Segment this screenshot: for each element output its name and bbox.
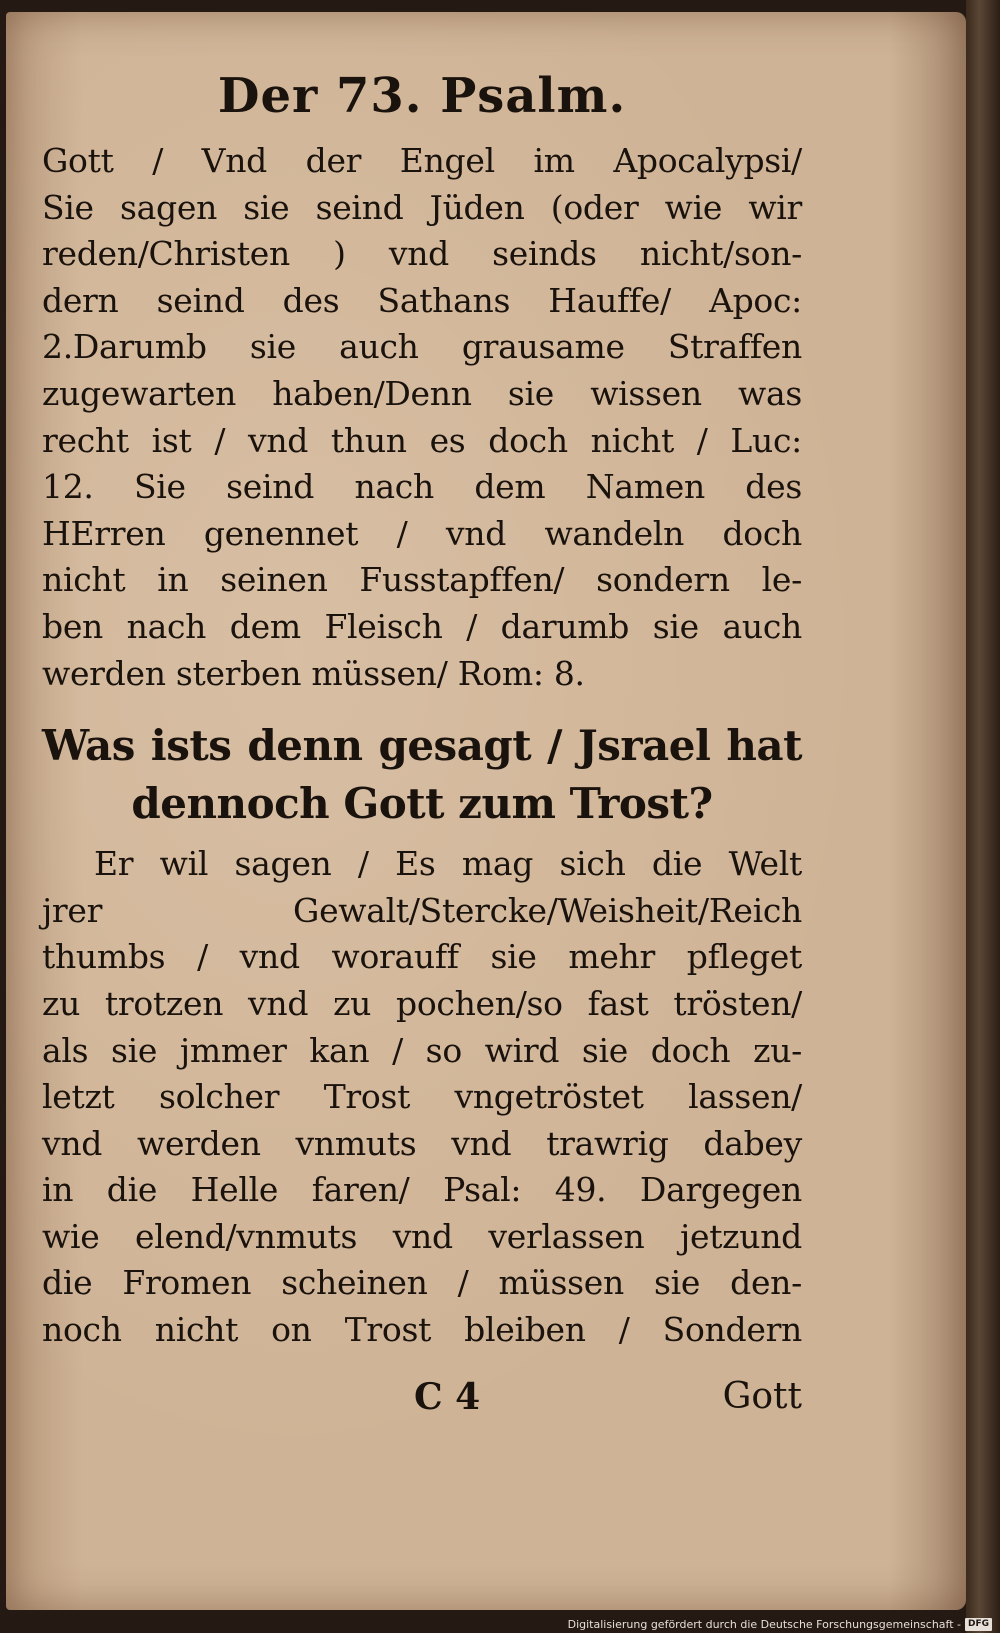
verse-heading: [42, 717, 802, 833]
body-paragraph: [42, 138, 802, 697]
text-line: zugewarten haben/Denn sie wissen was: [42, 373, 802, 413]
digitization-credit: [568, 1618, 992, 1631]
text-line: Gott / Vnd der Engel im Apocalypsi/: [42, 141, 802, 180]
catchword: Gott: [722, 1376, 802, 1417]
text-line: vnd werden vnmuts vnd trawrig dabey: [42, 1123, 802, 1163]
text-line: letzt solcher Trost vngetröstet lassen/: [42, 1077, 802, 1117]
book-edge: [966, 0, 1000, 1633]
text-line: thumbs / vnd worauff sie mehr pfleget: [42, 937, 802, 977]
text-line: 2.Darumb sie auch grausame Straffen: [42, 327, 802, 367]
text-line: dern seind des Sathans Hauffe/ Apoc:: [42, 280, 802, 320]
text-line: ben nach dem Fleisch / darumb sie auch: [42, 606, 802, 646]
signature-mark: C 4: [414, 1376, 481, 1418]
text-line: Sie sagen sie seind Jüden (oder wie wir: [42, 187, 802, 227]
page-footer: [42, 1376, 802, 1426]
text-line: werden sterben müssen/ Rom: 8.: [42, 653, 585, 693]
text-line: Er wil sagen / Es mag sich die Welt: [94, 844, 802, 884]
text-line: wie elend/vnmuts vnd verlassen jetzund: [42, 1216, 802, 1256]
text-line: reden/Christen ) vnd seinds nicht/son-: [42, 234, 802, 274]
text-line: jrer Gewalt/Stercke/Weisheit/Reich: [42, 890, 802, 930]
heading-line: dennoch Gott zum Trost?: [131, 779, 713, 829]
text-line: die Fromen scheinen / müssen sie den-: [42, 1263, 802, 1303]
text-line: zu trotzen vnd zu pochen/so fast trösten/: [42, 983, 802, 1023]
commentary-paragraph: [42, 841, 802, 1354]
dfg-logo-icon: DFG: [965, 1618, 992, 1631]
text-line: nicht in seinen Fusstapffen/ sondern le-: [42, 560, 802, 600]
page-title: Der 73. Psalm.: [217, 68, 627, 124]
heading-line: Was ists denn gesagt / Jsrael hat: [42, 721, 802, 771]
text-line: HErren genennet / vnd wandeln doch: [42, 513, 802, 553]
text-line: noch nicht on Trost bleiben / Sondern: [42, 1310, 802, 1350]
text-line: als sie jmmer kan / so wird sie doch zu-: [42, 1030, 802, 1070]
page-text: [42, 60, 802, 1354]
text-line: in die Helle faren/ Psal: 49. Dargegen: [42, 1170, 802, 1210]
credit-text: Digitalisierung gefördert durch die Deutsche Forschungsgemeinschaft -: [567, 1618, 961, 1631]
text-line: recht ist / vnd thun es doch nicht / Luc:: [42, 420, 802, 460]
text-line: 12. Sie seind nach dem Namen des: [42, 467, 802, 507]
